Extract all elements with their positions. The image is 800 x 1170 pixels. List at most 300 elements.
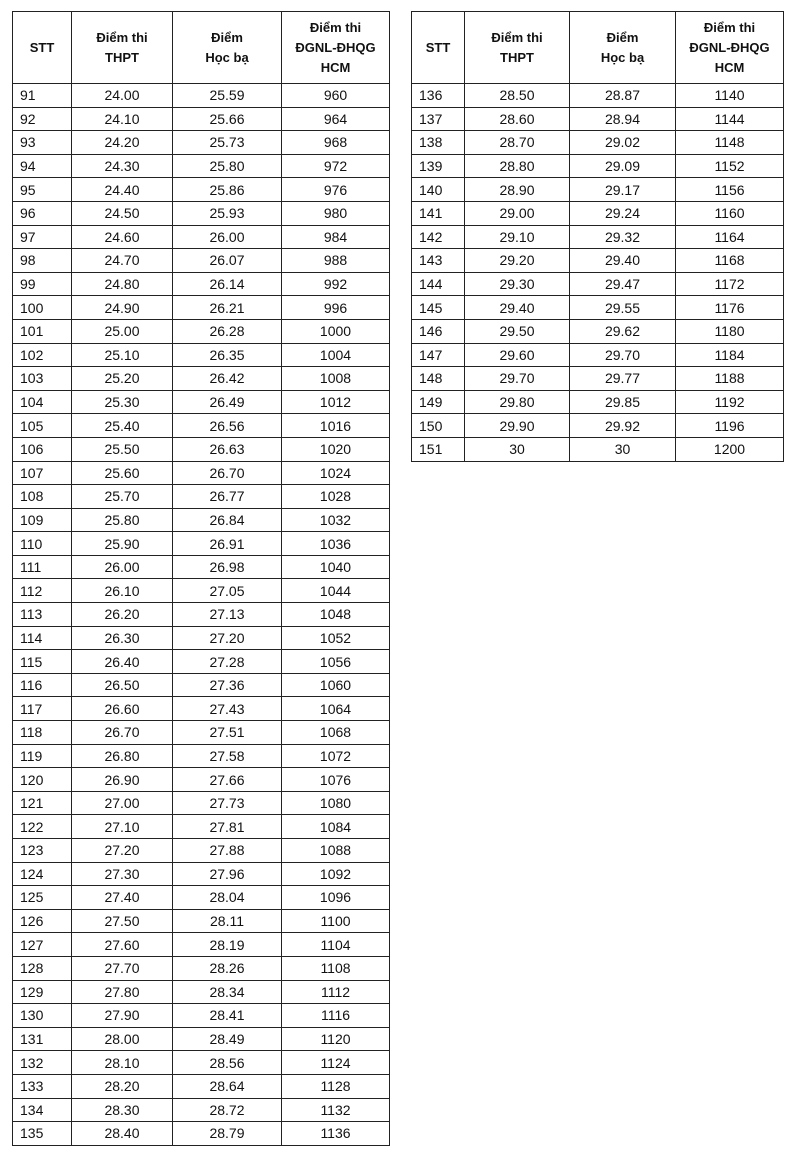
cell-hocba: 29.77	[570, 367, 676, 391]
cell-thpt: 29.70	[465, 367, 570, 391]
cell-stt: 128	[13, 956, 72, 980]
table-row	[13, 579, 390, 603]
header-thpt	[465, 12, 570, 84]
cell-hocba: 27.51	[173, 721, 282, 745]
header-thpt-line-2: THPT	[500, 49, 534, 65]
cell-hocba: 25.66	[173, 107, 282, 131]
cell-hocba: 28.19	[173, 933, 282, 957]
table-row	[13, 626, 390, 650]
cell-hocba: 29.40	[570, 249, 676, 273]
cell-stt: 101	[13, 319, 72, 343]
cell-stt: 147	[412, 343, 465, 367]
cell-hocba: 26.98	[173, 555, 282, 579]
cell-hocba: 29.02	[570, 131, 676, 155]
cell-thpt: 25.90	[72, 532, 173, 556]
table-row	[13, 461, 390, 485]
cell-thpt: 25.70	[72, 485, 173, 509]
header-row	[13, 12, 390, 84]
table-row	[13, 225, 390, 249]
cell-thpt: 29.00	[465, 201, 570, 225]
cell-thpt: 27.50	[72, 909, 173, 933]
cell-dgnl: 1116	[282, 1004, 390, 1028]
header-hocba	[173, 12, 282, 84]
cell-hocba: 30	[570, 437, 676, 461]
cell-stt: 121	[13, 791, 72, 815]
cell-thpt: 25.20	[72, 367, 173, 391]
cell-stt: 92	[13, 107, 72, 131]
cell-stt: 113	[13, 603, 72, 627]
table-row	[13, 603, 390, 627]
cell-stt: 104	[13, 390, 72, 414]
cell-thpt: 29.90	[465, 414, 570, 438]
table-row	[13, 909, 390, 933]
cell-thpt: 27.70	[72, 956, 173, 980]
cell-hocba: 27.28	[173, 650, 282, 674]
cell-hocba: 28.87	[570, 84, 676, 108]
cell-stt: 149	[412, 390, 465, 414]
table-row	[13, 791, 390, 815]
cell-hocba: 28.64	[173, 1074, 282, 1098]
cell-stt: 105	[13, 414, 72, 438]
table-row	[13, 815, 390, 839]
table-row	[13, 319, 390, 343]
table-right-body	[412, 84, 784, 462]
cell-dgnl: 1056	[282, 650, 390, 674]
table-row	[13, 249, 390, 273]
table-row	[13, 178, 390, 202]
cell-hocba: 26.28	[173, 319, 282, 343]
header-dgnl-line-3: HCM	[320, 59, 351, 75]
cell-thpt: 25.00	[72, 319, 173, 343]
cell-thpt: 26.50	[72, 673, 173, 697]
cell-hocba: 28.04	[173, 886, 282, 910]
cell-hocba: 25.73	[173, 131, 282, 155]
cell-hocba: 27.36	[173, 673, 282, 697]
table-row	[13, 107, 390, 131]
cell-dgnl: 972	[282, 154, 390, 178]
cell-thpt: 24.90	[72, 296, 173, 320]
cell-stt: 130	[13, 1004, 72, 1028]
cell-dgnl: 1160	[676, 201, 784, 225]
cell-thpt: 28.50	[465, 84, 570, 108]
cell-stt: 133	[13, 1074, 72, 1098]
cell-dgnl: 1100	[282, 909, 390, 933]
cell-hocba: 26.84	[173, 508, 282, 532]
table-row	[13, 154, 390, 178]
cell-dgnl: 1064	[282, 697, 390, 721]
table-row	[13, 956, 390, 980]
header-hocba-line-1: Điểm	[211, 29, 243, 45]
cell-thpt: 27.20	[72, 839, 173, 863]
cell-thpt: 26.60	[72, 697, 173, 721]
cell-dgnl: 1196	[676, 414, 784, 438]
cell-stt: 151	[412, 437, 465, 461]
table-left-body	[13, 84, 390, 1146]
cell-thpt: 25.10	[72, 343, 173, 367]
cell-dgnl: 1028	[282, 485, 390, 509]
cell-hocba: 26.49	[173, 390, 282, 414]
cell-thpt: 25.30	[72, 390, 173, 414]
table-row	[13, 201, 390, 225]
cell-thpt: 28.70	[465, 131, 570, 155]
cell-thpt: 28.10	[72, 1051, 173, 1075]
cell-thpt: 27.90	[72, 1004, 173, 1028]
table-row	[412, 154, 784, 178]
table-row	[13, 437, 390, 461]
cell-thpt: 25.50	[72, 437, 173, 461]
cell-stt: 102	[13, 343, 72, 367]
cell-thpt: 26.30	[72, 626, 173, 650]
table-row	[13, 1004, 390, 1028]
header-hocba-line-2: Học bạ	[205, 49, 249, 65]
cell-stt: 108	[13, 485, 72, 509]
cell-hocba: 27.88	[173, 839, 282, 863]
cell-stt: 112	[13, 579, 72, 603]
cell-stt: 118	[13, 721, 72, 745]
table-row	[412, 178, 784, 202]
cell-hocba: 26.63	[173, 437, 282, 461]
cell-stt: 141	[412, 201, 465, 225]
header-stt	[13, 12, 72, 84]
cell-stt: 143	[412, 249, 465, 273]
cell-dgnl: 1052	[282, 626, 390, 650]
table-row	[13, 1122, 390, 1146]
cell-hocba: 29.70	[570, 343, 676, 367]
cell-stt: 146	[412, 319, 465, 343]
cell-thpt: 24.20	[72, 131, 173, 155]
cell-hocba: 25.59	[173, 84, 282, 108]
cell-thpt: 28.40	[72, 1122, 173, 1146]
table-row	[13, 485, 390, 509]
cell-stt: 111	[13, 555, 72, 579]
table-row	[13, 697, 390, 721]
cell-dgnl: 1040	[282, 555, 390, 579]
cell-stt: 115	[13, 650, 72, 674]
cell-dgnl: 1020	[282, 437, 390, 461]
cell-stt: 95	[13, 178, 72, 202]
cell-thpt: 28.20	[72, 1074, 173, 1098]
cell-dgnl: 1148	[676, 131, 784, 155]
cell-dgnl: 1096	[282, 886, 390, 910]
cell-stt: 134	[13, 1098, 72, 1122]
cell-thpt: 29.20	[465, 249, 570, 273]
cell-thpt: 28.30	[72, 1098, 173, 1122]
table-row	[13, 744, 390, 768]
score-table-left	[12, 11, 390, 1146]
cell-stt: 139	[412, 154, 465, 178]
cell-stt: 122	[13, 815, 72, 839]
cell-hocba: 27.58	[173, 744, 282, 768]
cell-thpt: 29.80	[465, 390, 570, 414]
cell-thpt: 30	[465, 437, 570, 461]
header-stt-label: STT	[425, 39, 451, 55]
cell-hocba: 29.47	[570, 272, 676, 296]
table-row	[13, 532, 390, 556]
cell-dgnl: 980	[282, 201, 390, 225]
cell-dgnl: 1084	[282, 815, 390, 839]
cell-dgnl: 1136	[282, 1122, 390, 1146]
cell-thpt: 26.00	[72, 555, 173, 579]
cell-stt: 123	[13, 839, 72, 863]
cell-dgnl: 1048	[282, 603, 390, 627]
cell-hocba: 28.56	[173, 1051, 282, 1075]
table-row	[13, 1074, 390, 1098]
cell-thpt: 28.80	[465, 154, 570, 178]
cell-thpt: 26.10	[72, 579, 173, 603]
cell-dgnl: 1144	[676, 107, 784, 131]
cell-dgnl: 1184	[676, 343, 784, 367]
table-row	[13, 508, 390, 532]
cell-dgnl: 1132	[282, 1098, 390, 1122]
cell-hocba: 25.93	[173, 201, 282, 225]
cell-dgnl: 1180	[676, 319, 784, 343]
table-row	[13, 1027, 390, 1051]
table-row	[412, 84, 784, 108]
cell-stt: 97	[13, 225, 72, 249]
score-table-right	[411, 11, 784, 462]
table-row	[412, 131, 784, 155]
table-row	[412, 296, 784, 320]
table-row	[412, 319, 784, 343]
table-row	[13, 555, 390, 579]
table-row	[13, 768, 390, 792]
cell-stt: 136	[412, 84, 465, 108]
cell-thpt: 28.60	[465, 107, 570, 131]
cell-thpt: 26.20	[72, 603, 173, 627]
table-row	[412, 201, 784, 225]
cell-thpt: 26.90	[72, 768, 173, 792]
header-row	[412, 12, 784, 84]
cell-dgnl: 960	[282, 84, 390, 108]
cell-hocba: 28.34	[173, 980, 282, 1004]
cell-dgnl: 1036	[282, 532, 390, 556]
cell-stt: 99	[13, 272, 72, 296]
cell-thpt: 28.00	[72, 1027, 173, 1051]
cell-stt: 114	[13, 626, 72, 650]
cell-stt: 127	[13, 933, 72, 957]
table-row	[412, 414, 784, 438]
header-hocba	[570, 12, 676, 84]
cell-hocba: 27.66	[173, 768, 282, 792]
header-thpt	[72, 12, 173, 84]
table-row	[13, 839, 390, 863]
header-thpt-line-2: THPT	[105, 49, 139, 65]
table-row	[412, 249, 784, 273]
cell-dgnl: 1176	[676, 296, 784, 320]
cell-thpt: 27.60	[72, 933, 173, 957]
cell-thpt: 24.40	[72, 178, 173, 202]
cell-stt: 103	[13, 367, 72, 391]
table-row	[412, 390, 784, 414]
cell-dgnl: 984	[282, 225, 390, 249]
cell-dgnl: 976	[282, 178, 390, 202]
cell-dgnl: 968	[282, 131, 390, 155]
cell-hocba: 29.85	[570, 390, 676, 414]
table-row	[412, 437, 784, 461]
cell-dgnl: 996	[282, 296, 390, 320]
cell-dgnl: 1016	[282, 414, 390, 438]
header-dgnl-line-3: HCM	[714, 59, 745, 75]
cell-stt: 131	[13, 1027, 72, 1051]
header-stt-label: STT	[29, 39, 55, 55]
cell-dgnl: 1080	[282, 791, 390, 815]
cell-thpt: 29.30	[465, 272, 570, 296]
table-row	[13, 272, 390, 296]
cell-hocba: 29.09	[570, 154, 676, 178]
cell-thpt: 24.00	[72, 84, 173, 108]
cell-stt: 144	[412, 272, 465, 296]
cell-dgnl: 1092	[282, 862, 390, 886]
table-row	[13, 414, 390, 438]
table-row	[13, 650, 390, 674]
cell-hocba: 26.07	[173, 249, 282, 273]
cell-dgnl: 1124	[282, 1051, 390, 1075]
cell-hocba: 26.00	[173, 225, 282, 249]
cell-stt: 142	[412, 225, 465, 249]
table-row	[412, 272, 784, 296]
cell-hocba: 27.43	[173, 697, 282, 721]
cell-thpt: 26.80	[72, 744, 173, 768]
cell-thpt: 27.00	[72, 791, 173, 815]
cell-hocba: 28.94	[570, 107, 676, 131]
cell-thpt: 28.90	[465, 178, 570, 202]
cell-thpt: 27.10	[72, 815, 173, 839]
cell-hocba: 29.55	[570, 296, 676, 320]
cell-dgnl: 1088	[282, 839, 390, 863]
cell-stt: 109	[13, 508, 72, 532]
header-dgnl-line-2: ĐGNL-ĐHQG	[689, 39, 770, 55]
cell-stt: 124	[13, 862, 72, 886]
cell-dgnl: 1156	[676, 178, 784, 202]
cell-dgnl: 1072	[282, 744, 390, 768]
cell-dgnl: 1188	[676, 367, 784, 391]
cell-thpt: 24.60	[72, 225, 173, 249]
cell-hocba: 26.35	[173, 343, 282, 367]
cell-hocba: 29.17	[570, 178, 676, 202]
cell-stt: 116	[13, 673, 72, 697]
cell-stt: 137	[412, 107, 465, 131]
cell-hocba: 29.62	[570, 319, 676, 343]
table-row	[13, 367, 390, 391]
table-row	[412, 225, 784, 249]
cell-hocba: 28.49	[173, 1027, 282, 1051]
table-row	[13, 131, 390, 155]
cell-hocba: 27.13	[173, 603, 282, 627]
cell-thpt: 29.40	[465, 296, 570, 320]
cell-stt: 145	[412, 296, 465, 320]
cell-dgnl: 988	[282, 249, 390, 273]
cell-dgnl: 1004	[282, 343, 390, 367]
cell-hocba: 26.91	[173, 532, 282, 556]
cell-hocba: 28.41	[173, 1004, 282, 1028]
cell-dgnl: 1140	[676, 84, 784, 108]
cell-hocba: 27.05	[173, 579, 282, 603]
cell-thpt: 25.40	[72, 414, 173, 438]
cell-thpt: 24.70	[72, 249, 173, 273]
table-row	[13, 673, 390, 697]
cell-hocba: 29.32	[570, 225, 676, 249]
cell-hocba: 28.72	[173, 1098, 282, 1122]
cell-hocba: 29.92	[570, 414, 676, 438]
cell-stt: 100	[13, 296, 72, 320]
cell-stt: 98	[13, 249, 72, 273]
header-dgnl-line-1: Điểm thi	[309, 19, 362, 35]
cell-thpt: 29.50	[465, 319, 570, 343]
table-row	[13, 886, 390, 910]
cell-stt: 120	[13, 768, 72, 792]
cell-stt: 138	[412, 131, 465, 155]
table-row	[13, 84, 390, 108]
cell-thpt: 25.80	[72, 508, 173, 532]
header-dgnl	[676, 12, 784, 84]
table-row	[13, 1098, 390, 1122]
cell-stt: 148	[412, 367, 465, 391]
cell-hocba: 27.96	[173, 862, 282, 886]
cell-hocba: 26.14	[173, 272, 282, 296]
cell-thpt: 29.60	[465, 343, 570, 367]
cell-thpt: 29.10	[465, 225, 570, 249]
table-row	[412, 107, 784, 131]
cell-dgnl: 1000	[282, 319, 390, 343]
cell-dgnl: 1128	[282, 1074, 390, 1098]
cell-thpt: 27.80	[72, 980, 173, 1004]
cell-stt: 106	[13, 437, 72, 461]
cell-hocba: 25.80	[173, 154, 282, 178]
cell-dgnl: 1200	[676, 437, 784, 461]
table-row	[13, 933, 390, 957]
cell-hocba: 27.20	[173, 626, 282, 650]
cell-hocba: 25.86	[173, 178, 282, 202]
table-row	[13, 343, 390, 367]
header-hocba-line-1: Điểm	[606, 29, 639, 45]
cell-dgnl: 1108	[282, 956, 390, 980]
cell-thpt: 24.80	[72, 272, 173, 296]
cell-dgnl: 1060	[282, 673, 390, 697]
header-thpt-line-1: Điểm thi	[96, 29, 148, 45]
cell-hocba: 26.77	[173, 485, 282, 509]
cell-dgnl: 1120	[282, 1027, 390, 1051]
cell-stt: 126	[13, 909, 72, 933]
cell-hocba: 26.42	[173, 367, 282, 391]
cell-hocba: 26.56	[173, 414, 282, 438]
table-row	[13, 862, 390, 886]
cell-dgnl: 1076	[282, 768, 390, 792]
table-row	[13, 296, 390, 320]
header-dgnl-line-2: ĐGNL-ĐHQG	[295, 39, 376, 55]
cell-stt: 91	[13, 84, 72, 108]
cell-thpt: 24.50	[72, 201, 173, 225]
cell-dgnl: 1012	[282, 390, 390, 414]
cell-hocba: 29.24	[570, 201, 676, 225]
cell-thpt: 24.30	[72, 154, 173, 178]
cell-dgnl: 992	[282, 272, 390, 296]
cell-thpt: 27.30	[72, 862, 173, 886]
cell-thpt: 24.10	[72, 107, 173, 131]
cell-hocba: 28.11	[173, 909, 282, 933]
table-row	[13, 721, 390, 745]
cell-thpt: 27.40	[72, 886, 173, 910]
table-row	[412, 367, 784, 391]
cell-dgnl: 1032	[282, 508, 390, 532]
cell-stt: 117	[13, 697, 72, 721]
cell-thpt: 25.60	[72, 461, 173, 485]
cell-stt: 119	[13, 744, 72, 768]
cell-stt: 110	[13, 532, 72, 556]
cell-dgnl: 1024	[282, 461, 390, 485]
cell-dgnl: 1112	[282, 980, 390, 1004]
cell-hocba: 26.70	[173, 461, 282, 485]
cell-dgnl: 1068	[282, 721, 390, 745]
